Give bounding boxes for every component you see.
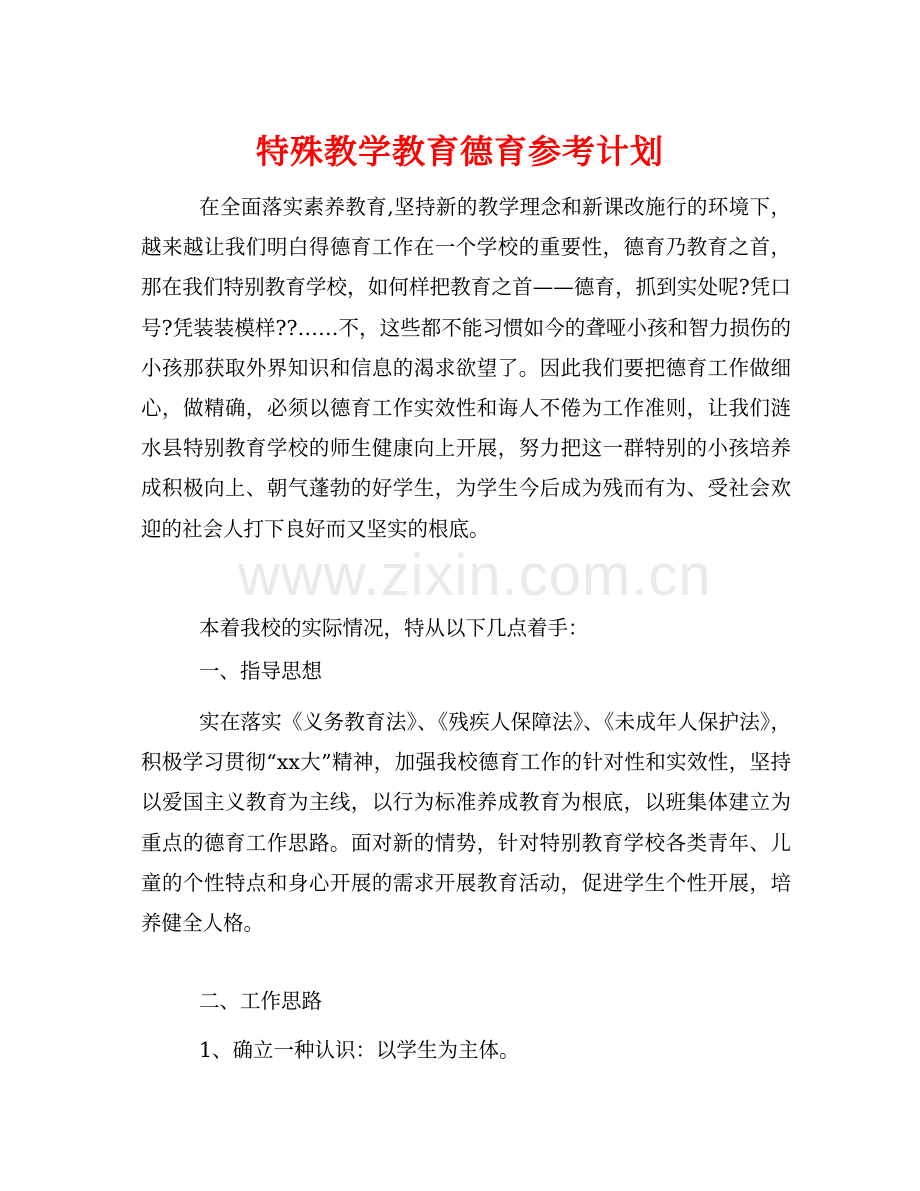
section-heading-work-approach: 二、工作思路 [199,989,322,1013]
list-item-1: 1、确立一种认识：以学生为主体。 [199,1038,520,1062]
document-title: 特殊教学教育德育参考计划 [256,132,664,171]
paragraph-basis: 本着我校的实际情况，特从以下几点着手： [199,616,589,640]
paragraph-intro: 在全面落实素养教育,坚持新的教学理念和新课改施行的环境下，越来越让我们明白得德育工作在一个学校的重要性，德育乃教育之首，那在我们特别教育学校，如何样把教育之首——德育，抓到实处呢?凭口号?凭装装模样??……不，这些都不能习惯如今的聋哑小孩和智力损伤的小孩那获取外界知识和信息的渴求欲望了。因此我们要把德育工作做细心，做精确，必须以德育工作实效性和诲人不倦为工作准则，让我们涟水县特别教育学校的师生健康向上开展，努力把这一群特别的小孩培养成积极向上、朝气蓬勃的好学生，为学生今后成为残而有为、受社会欢迎的社会人打下良好而又坚实的根底。 [141,195,791,541]
section-heading-guiding-ideology: 一、指导思想 [199,659,322,683]
watermark-text: www.zixin.com.cn [238,543,712,608]
paragraph-guiding-ideology: 实在落实《义务教育法》、《残疾人保障法》、《未成年人保护法》，积极学习贯彻“xx大”精神，加强我校德育工作的针对性和实效性，坚持以爱国主义教育为主线，以行为标准养成教育为根底，以班集体建立为重点的德育工作思路。面对新的情势，针对特别教育学校各类青年、儿童的个性特点和身心开展的需求开展教育活动，促进学生个性开展，培养健全人格。 [141,710,791,936]
